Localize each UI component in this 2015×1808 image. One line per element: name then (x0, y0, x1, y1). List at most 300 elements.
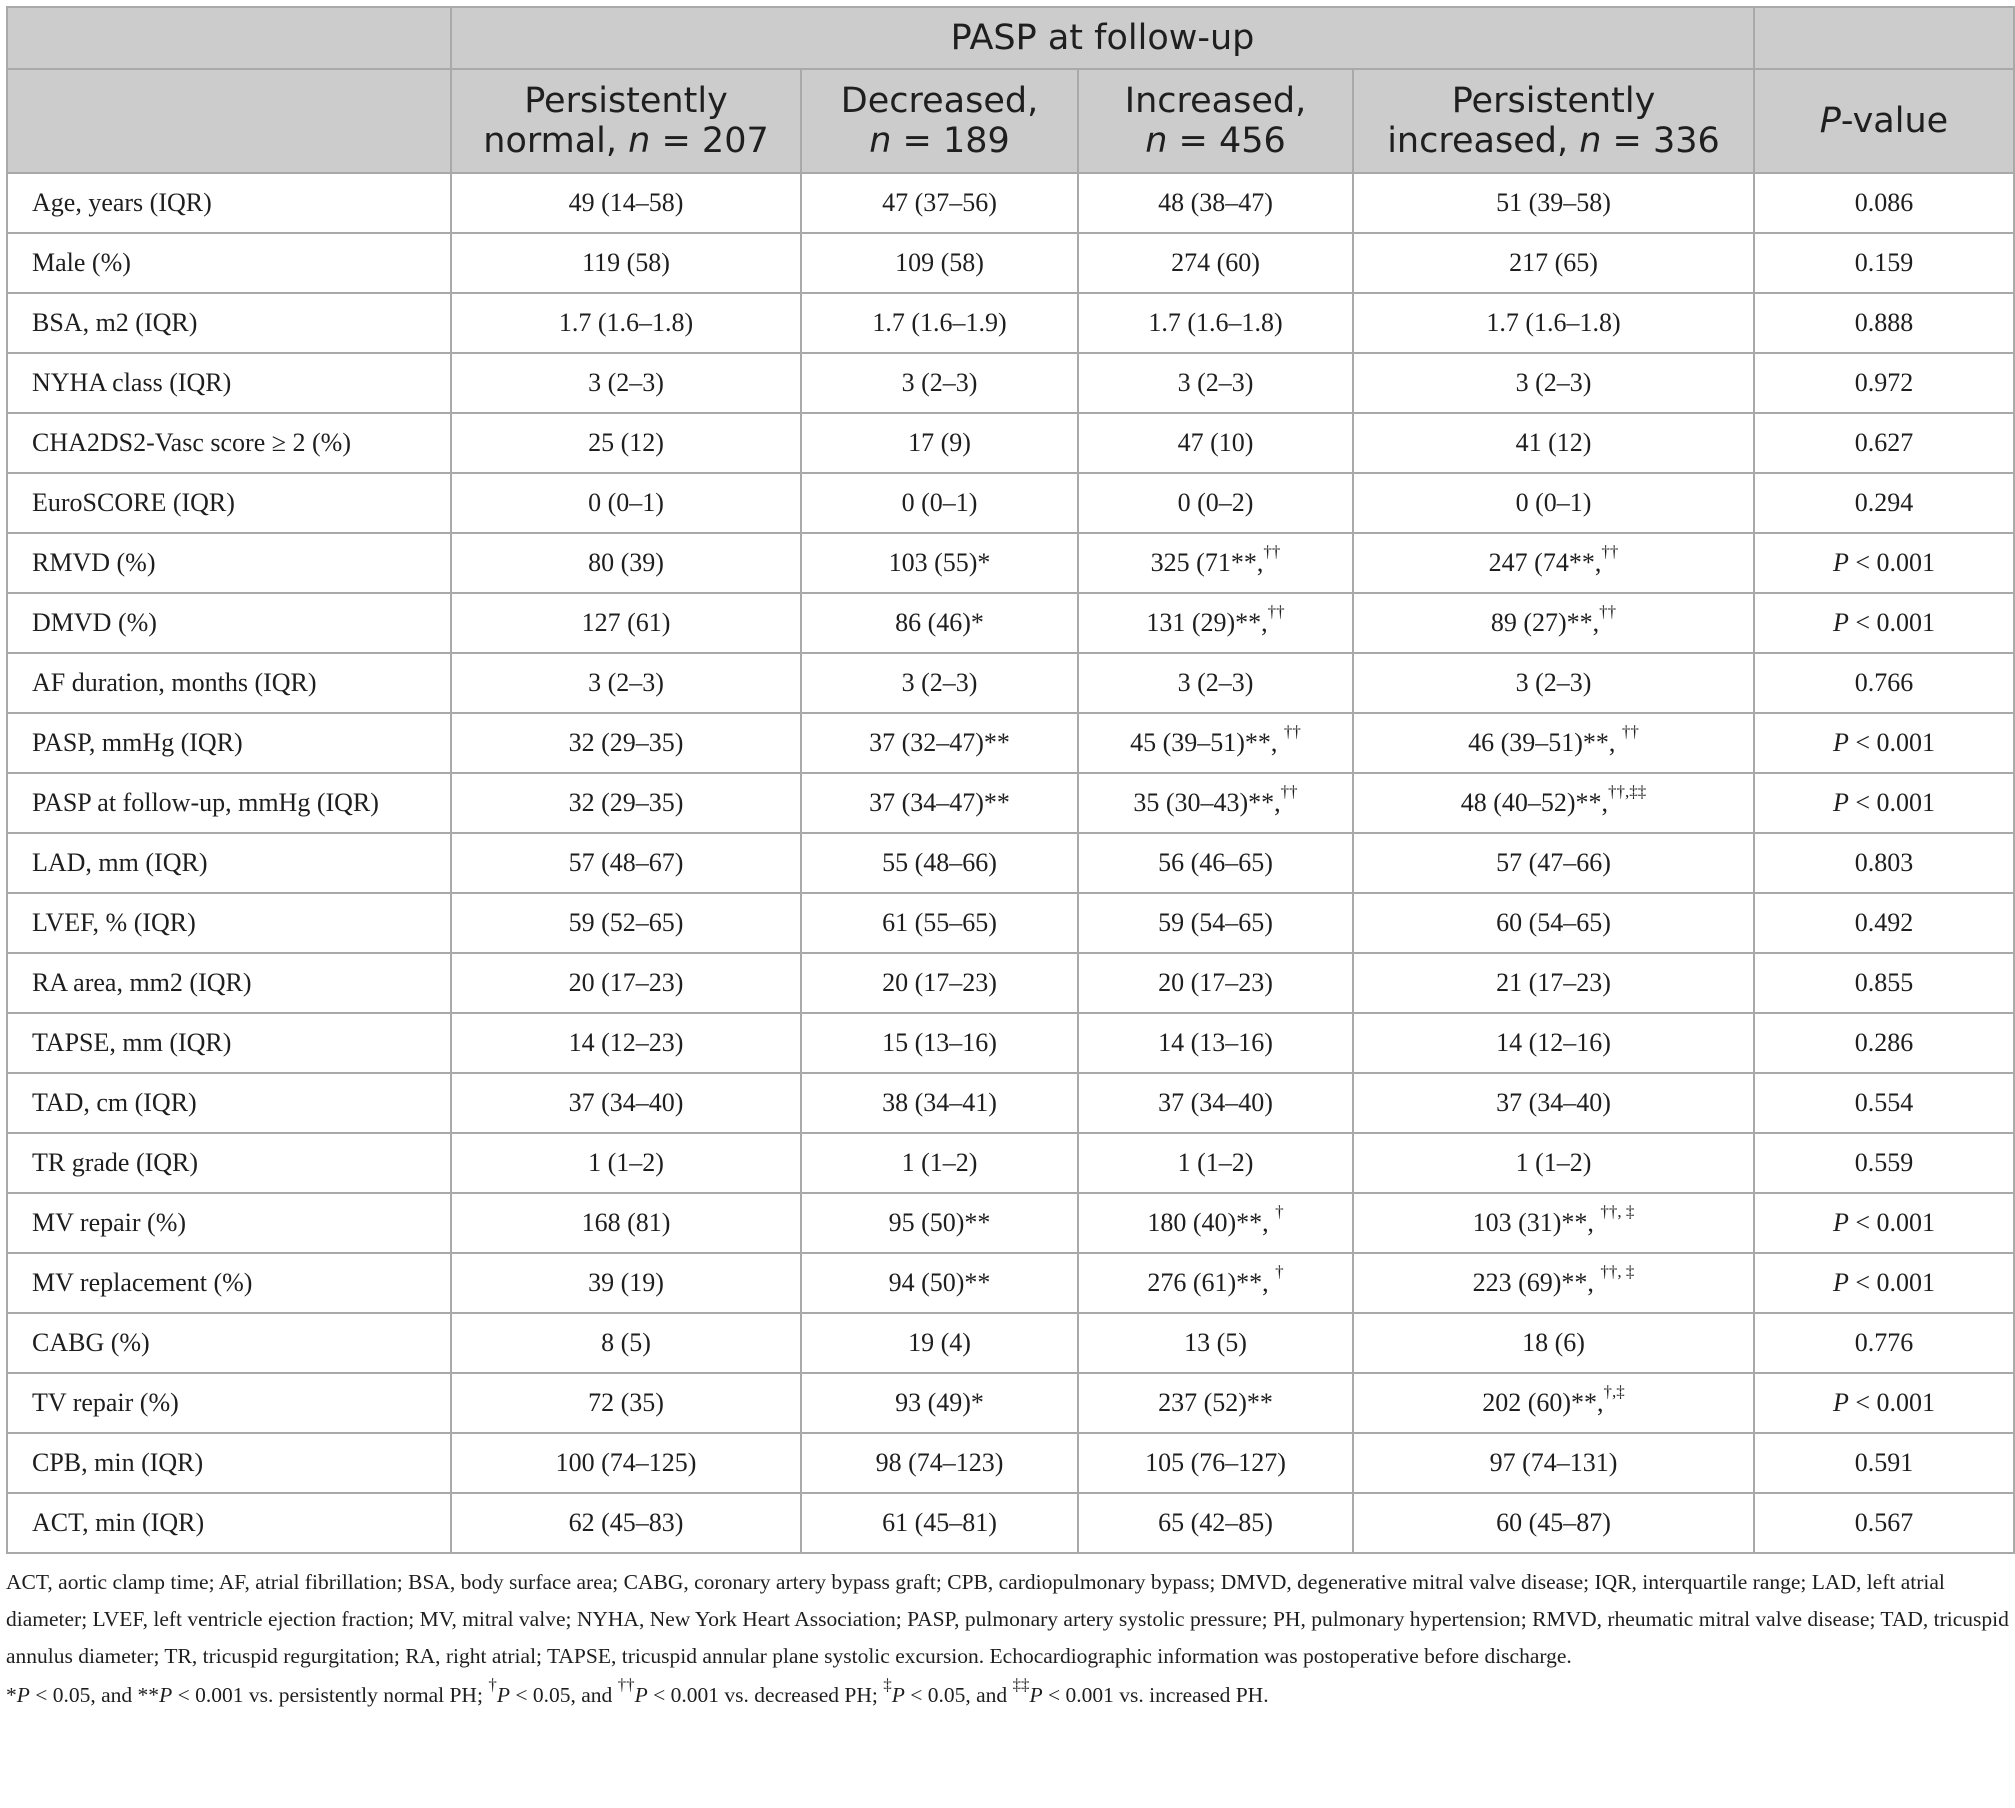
table-cell (1353, 1133, 1754, 1193)
table-cell (451, 533, 801, 593)
table-cell (451, 353, 801, 413)
p-value-cell (1754, 413, 2014, 473)
table-cell (1353, 713, 1754, 773)
header-line2-suffix: = 189 (891, 121, 1010, 161)
cell-value: 37 (34–47)** (869, 788, 1010, 817)
p-value: P < 0.001 (1832, 1268, 1936, 1297)
footnote-text: P < 0.001 vs. decreased PH; (634, 1683, 884, 1707)
cell-superscript: †† (1280, 782, 1298, 802)
table-cell (1078, 473, 1353, 533)
p-value: 0.855 (1854, 968, 1914, 997)
cell-value: 0 (0–1) (588, 488, 664, 517)
table-row (7, 953, 2014, 1013)
cell-superscript: †,‡ (1603, 1382, 1625, 1402)
cell-value: 86 (46)* (895, 608, 984, 637)
cell-value: 94 (50)** (888, 1268, 991, 1297)
cell-value: 80 (39) (588, 548, 664, 577)
table-cell (801, 773, 1078, 833)
cell-superscript: ††, ‡ (1600, 1262, 1635, 1282)
row-label: RA area, mm2 (IQR) (7, 953, 451, 1013)
p-value-cell (1754, 953, 2014, 1013)
cell-value: 32 (29–35) (568, 728, 684, 757)
table-cell (801, 173, 1078, 233)
p-value-cell (1754, 173, 2014, 233)
table-row (7, 893, 2014, 953)
p-value: 0.888 (1854, 308, 1914, 337)
table-row (7, 473, 2014, 533)
cell-value: 103 (55)* (888, 548, 991, 577)
table-cell (1078, 413, 1353, 473)
cell-value: 202 (60)**, (1482, 1388, 1604, 1417)
p-value-cell (1754, 533, 2014, 593)
header-group-title: PASP at follow-up (451, 7, 1754, 69)
table-cell (1078, 1313, 1353, 1373)
table-row (7, 293, 2014, 353)
table-cell (801, 1073, 1078, 1133)
cell-value: 57 (48–67) (568, 848, 684, 877)
footnote-text: P < 0.05, and **P < 0.001 vs. persistently normal PH; (16, 1683, 489, 1707)
table-cell (801, 713, 1078, 773)
table-cell (801, 893, 1078, 953)
cell-value: 32 (29–35) (568, 788, 684, 817)
row-label: TR grade (IQR) (7, 1133, 451, 1193)
data-table (6, 6, 2015, 1554)
header-group-row (7, 7, 2014, 69)
table-cell (451, 773, 801, 833)
table-cell (1078, 233, 1353, 293)
cell-value: 62 (45–83) (568, 1508, 684, 1537)
table-cell (1078, 1493, 1353, 1553)
row-label: Male (%) (7, 233, 451, 293)
cell-value: 47 (10) (1177, 428, 1254, 457)
table-cell (1353, 773, 1754, 833)
table-cell (1353, 1373, 1754, 1433)
header-n-variable: n (869, 121, 892, 161)
header-line2-suffix: = 336 (1601, 121, 1720, 161)
table-row (7, 833, 2014, 893)
table-cell (451, 713, 801, 773)
table-cell (801, 1013, 1078, 1073)
table-row (7, 653, 2014, 713)
row-label: MV replacement (%) (7, 1253, 451, 1313)
cell-value: 8 (5) (601, 1328, 651, 1357)
header-line2-suffix: = 207 (650, 121, 769, 161)
table-cell (451, 953, 801, 1013)
table-cell (1078, 1133, 1353, 1193)
p-value: P < 0.001 (1832, 728, 1936, 757)
cell-value: 95 (50)** (888, 1208, 991, 1237)
row-label: PASP, mmHg (IQR) (7, 713, 451, 773)
p-value: P < 0.001 (1832, 1208, 1936, 1237)
row-label: BSA, m2 (IQR) (7, 293, 451, 353)
cell-value: 217 (65) (1509, 248, 1598, 277)
table-cell (451, 173, 801, 233)
cell-value: 38 (34–41) (882, 1088, 997, 1117)
table-cell (451, 233, 801, 293)
p-value-cell (1754, 833, 2014, 893)
table-cell (1078, 293, 1353, 353)
table-cell (1078, 1253, 1353, 1313)
cell-value: 131 (29)**, (1146, 608, 1268, 637)
row-label: TV repair (%) (7, 1373, 451, 1433)
p-value: 0.766 (1854, 668, 1914, 697)
cell-value: 19 (4) (908, 1328, 971, 1357)
p-value-cell (1754, 1253, 2014, 1313)
table-cell (1078, 953, 1353, 1013)
table-row (7, 413, 2014, 473)
p-value: 0.776 (1854, 1328, 1914, 1357)
table-cell (1078, 533, 1353, 593)
cell-value: 3 (2–3) (588, 368, 664, 397)
cell-value: 103 (31)**, (1472, 1208, 1601, 1237)
header-columns-row (7, 69, 2014, 173)
header-n-variable: n (628, 121, 651, 161)
cell-value: 274 (60) (1171, 248, 1260, 277)
table-cell (1353, 1313, 1754, 1373)
cell-value: 48 (38–47) (1158, 188, 1273, 217)
cell-value: 51 (39–58) (1496, 188, 1611, 217)
table-cell (1353, 1073, 1754, 1133)
table-row (7, 1313, 2014, 1373)
table-cell (1353, 293, 1754, 353)
cell-value: 60 (54–65) (1496, 908, 1611, 937)
table-body (7, 173, 2014, 1553)
table-cell (451, 1373, 801, 1433)
cell-value: 15 (13–16) (882, 1028, 997, 1057)
p-value-cell (1754, 1373, 2014, 1433)
table-cell (801, 1433, 1078, 1493)
table-cell (1078, 593, 1353, 653)
cell-value: 65 (42–85) (1158, 1508, 1273, 1537)
p-value: 0.591 (1854, 1448, 1914, 1477)
cell-superscript: †† (1601, 542, 1619, 562)
cell-value: 1.7 (1.6–1.8) (558, 308, 694, 337)
table-cell (451, 1493, 801, 1553)
cell-value: 55 (48–66) (882, 848, 997, 877)
p-value-cell (1754, 293, 2014, 353)
cell-value: 46 (39–51)**, (1468, 728, 1622, 757)
cell-value: 13 (5) (1184, 1328, 1247, 1357)
table-cell (451, 1073, 801, 1133)
table-cell (801, 1493, 1078, 1553)
cell-value: 59 (54–65) (1158, 908, 1273, 937)
table-cell (801, 353, 1078, 413)
p-value: 0.627 (1854, 428, 1914, 457)
header-line1: Persistently (524, 81, 728, 121)
cell-superscript: †† (1263, 542, 1281, 562)
row-label: LAD, mm (IQR) (7, 833, 451, 893)
cell-value: 60 (45–87) (1496, 1508, 1611, 1537)
table-cell (451, 293, 801, 353)
p-value-cell (1754, 473, 2014, 533)
cell-value: 98 (74–123) (875, 1448, 1004, 1477)
cell-value: 119 (58) (582, 248, 670, 277)
footnote-text: P < 0.001 vs. increased PH. (1029, 1683, 1269, 1707)
p-value-cell (1754, 1433, 2014, 1493)
table-cell (801, 413, 1078, 473)
cell-value: 100 (74–125) (555, 1448, 697, 1477)
table-cell (1353, 593, 1754, 653)
cell-value: 93 (49)* (895, 1388, 984, 1417)
row-label: Age, years (IQR) (7, 173, 451, 233)
header-label-column (7, 69, 451, 173)
cell-value: 14 (12–23) (568, 1028, 684, 1057)
p-value: P < 0.001 (1832, 1388, 1936, 1417)
table-row (7, 713, 2014, 773)
cell-value: 41 (12) (1515, 428, 1592, 457)
row-label: EuroSCORE (IQR) (7, 473, 451, 533)
p-value: 0.492 (1854, 908, 1914, 937)
cell-value: 325 (71**, (1150, 548, 1264, 577)
cell-value: 57 (47–66) (1496, 848, 1611, 877)
row-label: RMVD (%) (7, 533, 451, 593)
header-n-variable: n (1145, 121, 1168, 161)
cell-value: 0 (0–1) (901, 488, 978, 517)
cell-value: 1 (1–2) (901, 1148, 978, 1177)
p-value: 0.554 (1854, 1088, 1914, 1117)
table-cell (1078, 353, 1353, 413)
cell-value: 20 (17–23) (568, 968, 684, 997)
p-value: 0.294 (1854, 488, 1914, 517)
cell-value: 61 (55–65) (882, 908, 997, 937)
table-cell (1353, 413, 1754, 473)
table-cell (1078, 773, 1353, 833)
row-label: MV repair (%) (7, 1193, 451, 1253)
table-row (7, 1013, 2014, 1073)
table-cell (1353, 1193, 1754, 1253)
footnote-symbol: †† (617, 1674, 635, 1694)
table-cell (801, 1373, 1078, 1433)
cell-value: 247 (74**, (1488, 548, 1602, 577)
table-row (7, 173, 2014, 233)
table-cell (801, 833, 1078, 893)
table-row (7, 1433, 2014, 1493)
cell-value: 61 (45–81) (882, 1508, 997, 1537)
cell-value: 223 (69)**, (1472, 1268, 1601, 1297)
header-corner-right (1754, 7, 2014, 69)
table-row (7, 533, 2014, 593)
table-cell (1353, 833, 1754, 893)
cell-value: 237 (52)** (1158, 1388, 1273, 1417)
cell-value: 180 (40)**, (1147, 1208, 1276, 1237)
p-value: P < 0.001 (1832, 788, 1936, 817)
table-cell (451, 1193, 801, 1253)
abbreviations-footnote: ACT, aortic clamp time; AF, atrial fibrillation; BSA, body surface area; CABG, coronary artery bypass graft; CPB, cardiopulmonary bypass; DMVD, degenerative mitral valve disease; IQR, interquartile range; LAD, left atrial diameter; LVEF, left ventricle ejection fraction; MV, mitral valve; NYHA, New York Heart Association; PASP, pulmonary artery systolic pressure; PH, pulmonary hypertension; RMVD, rheumatic mitral valve disease; TAD, tricuspid annulus diameter; TR, tricuspid regurgitation; RA, right atrial; TAPSE, tricuspid annular plane systolic excursion. Echocardiographic information was postoperative before discharge. (6, 1570, 2009, 1668)
table-cell (1353, 1253, 1754, 1313)
cell-value: 0 (0–2) (1177, 488, 1254, 517)
cell-value: 20 (17–23) (882, 968, 997, 997)
table-row (7, 353, 2014, 413)
header-pvalue (1754, 69, 2014, 173)
row-label: LVEF, % (IQR) (7, 893, 451, 953)
p-value-cell (1754, 1193, 2014, 1253)
header-line2-prefix: normal, (483, 121, 629, 161)
header-n-variable: n (1579, 121, 1602, 161)
cell-value: 3 (2–3) (588, 668, 664, 697)
cell-superscript: † (1275, 1262, 1284, 1282)
table-cell (451, 1433, 801, 1493)
table-cell (1078, 713, 1353, 773)
table-row (7, 1253, 2014, 1313)
significance-footnote (6, 1674, 2013, 1714)
p-value-cell (1754, 593, 2014, 653)
table-cell (1078, 1433, 1353, 1493)
footnote-symbol: † (488, 1674, 497, 1694)
p-value-cell (1754, 1073, 2014, 1133)
p-value: 0.972 (1854, 368, 1914, 397)
cell-value: 3 (2–3) (1515, 668, 1592, 697)
table-cell (451, 1253, 801, 1313)
cell-value: 1 (1–2) (1177, 1148, 1254, 1177)
cell-value: 3 (2–3) (1177, 368, 1254, 397)
footnote-symbol: * (6, 1683, 17, 1707)
table-cell (1353, 533, 1754, 593)
table-cell (801, 1133, 1078, 1193)
cell-value: 1.7 (1.6–1.8) (1148, 308, 1283, 337)
p-value-cell (1754, 1313, 2014, 1373)
table-cell (451, 593, 801, 653)
cell-value: 48 (40–52)**, (1460, 788, 1609, 817)
table-cell (451, 473, 801, 533)
table-cell (801, 953, 1078, 1013)
row-label: ACT, min (IQR) (7, 1493, 451, 1553)
table-row (7, 233, 2014, 293)
table-cell (801, 233, 1078, 293)
header-column-2 (801, 69, 1078, 173)
cell-value: 18 (6) (1522, 1328, 1585, 1357)
cell-value: 37 (34–40) (568, 1088, 684, 1117)
table-row (7, 1373, 2014, 1433)
cell-superscript: ††, ‡ (1600, 1202, 1635, 1222)
cell-value: 3 (2–3) (901, 668, 978, 697)
cell-superscript: †† (1621, 722, 1639, 742)
cell-value: 127 (61) (581, 608, 671, 637)
header-column-4 (1353, 69, 1754, 173)
p-value-cell (1754, 233, 2014, 293)
table-row (7, 593, 2014, 653)
table-cell (1353, 953, 1754, 1013)
table-cell (451, 413, 801, 473)
p-value-cell (1754, 893, 2014, 953)
pvalue-suffix: -value (1840, 101, 1949, 141)
row-label: PASP at follow-up, mmHg (IQR) (7, 773, 451, 833)
table-cell (801, 653, 1078, 713)
p-value: 0.559 (1854, 1148, 1914, 1177)
cell-value: 109 (58) (895, 248, 984, 277)
header-line1: Decreased, (840, 81, 1039, 121)
p-value-cell (1754, 713, 2014, 773)
table-row (7, 1193, 2014, 1253)
cell-value: 89 (27)**, (1490, 608, 1600, 637)
header-line1: Increased, (1124, 81, 1307, 121)
table-cell (1078, 1373, 1353, 1433)
row-label: CPB, min (IQR) (7, 1433, 451, 1493)
table-cell (451, 893, 801, 953)
cell-superscript: †† (1283, 722, 1301, 742)
table-cell (801, 1253, 1078, 1313)
table-cell (1353, 233, 1754, 293)
row-label: AF duration, months (IQR) (7, 653, 451, 713)
cell-value: 72 (35) (588, 1388, 664, 1417)
row-label: CABG (%) (7, 1313, 451, 1373)
table-cell (1078, 173, 1353, 233)
p-value: P < 0.001 (1832, 608, 1936, 637)
p-value: 0.567 (1854, 1508, 1914, 1537)
cell-value: 59 (52–65) (568, 908, 684, 937)
cell-value: 49 (14–58) (568, 188, 684, 217)
cell-value: 3 (2–3) (901, 368, 978, 397)
table-cell (451, 1133, 801, 1193)
cell-value: 47 (37–56) (882, 188, 997, 217)
cell-value: 56 (46–65) (1158, 848, 1273, 877)
cell-value: 97 (74–131) (1489, 1448, 1618, 1477)
cell-superscript: †† (1599, 602, 1617, 622)
p-value-cell (1754, 653, 2014, 713)
header-line2-suffix: = 456 (1167, 121, 1286, 161)
p-value-cell (1754, 773, 2014, 833)
pvalue-variable: P (1819, 101, 1841, 141)
cell-value: 276 (61)**, (1147, 1268, 1276, 1297)
table-cell (1078, 833, 1353, 893)
row-label: TAD, cm (IQR) (7, 1073, 451, 1133)
table-container (6, 6, 2013, 1714)
table-cell (1078, 1073, 1353, 1133)
table-cell (1353, 1013, 1754, 1073)
p-value: 0.159 (1854, 248, 1914, 277)
p-value: 0.803 (1854, 848, 1914, 877)
table-row (7, 773, 2014, 833)
cell-value: 37 (34–40) (1158, 1088, 1273, 1117)
cell-value: 168 (81) (581, 1208, 671, 1237)
cell-value: 1 (1–2) (1515, 1148, 1592, 1177)
cell-superscript: † (1275, 1202, 1284, 1222)
p-value-cell (1754, 1493, 2014, 1553)
row-label: TAPSE, mm (IQR) (7, 1013, 451, 1073)
table-cell (1353, 173, 1754, 233)
table-row (7, 1073, 2014, 1133)
table-cell (801, 533, 1078, 593)
table-cell (1353, 473, 1754, 533)
table-cell (1353, 893, 1754, 953)
cell-value: 1 (1–2) (588, 1148, 664, 1177)
cell-value: 45 (39–51)**, (1130, 728, 1284, 757)
row-label: DMVD (%) (7, 593, 451, 653)
table-cell (451, 833, 801, 893)
table-cell (1078, 893, 1353, 953)
table-cell (801, 293, 1078, 353)
cell-value: 1.7 (1.6–1.8) (1486, 308, 1621, 337)
header-column-3 (1078, 69, 1353, 173)
table-cell (1078, 1193, 1353, 1253)
table-cell (801, 473, 1078, 533)
cell-value: 25 (12) (588, 428, 664, 457)
cell-value: 14 (12–16) (1496, 1028, 1611, 1057)
cell-value: 35 (30–43)**, (1133, 788, 1281, 817)
table-cell (1353, 1433, 1754, 1493)
cell-value: 39 (19) (588, 1268, 664, 1297)
header-line2-prefix: increased, (1387, 121, 1580, 161)
header-corner (7, 7, 451, 69)
table-cell (1078, 653, 1353, 713)
p-value: P < 0.001 (1832, 548, 1936, 577)
table-cell (1078, 1013, 1353, 1073)
table-cell (451, 653, 801, 713)
cell-value: 3 (2–3) (1177, 668, 1254, 697)
cell-value: 1.7 (1.6–1.9) (872, 308, 1007, 337)
p-value-cell (1754, 1013, 2014, 1073)
cell-value: 105 (76–127) (1145, 1448, 1286, 1477)
table-cell (801, 593, 1078, 653)
